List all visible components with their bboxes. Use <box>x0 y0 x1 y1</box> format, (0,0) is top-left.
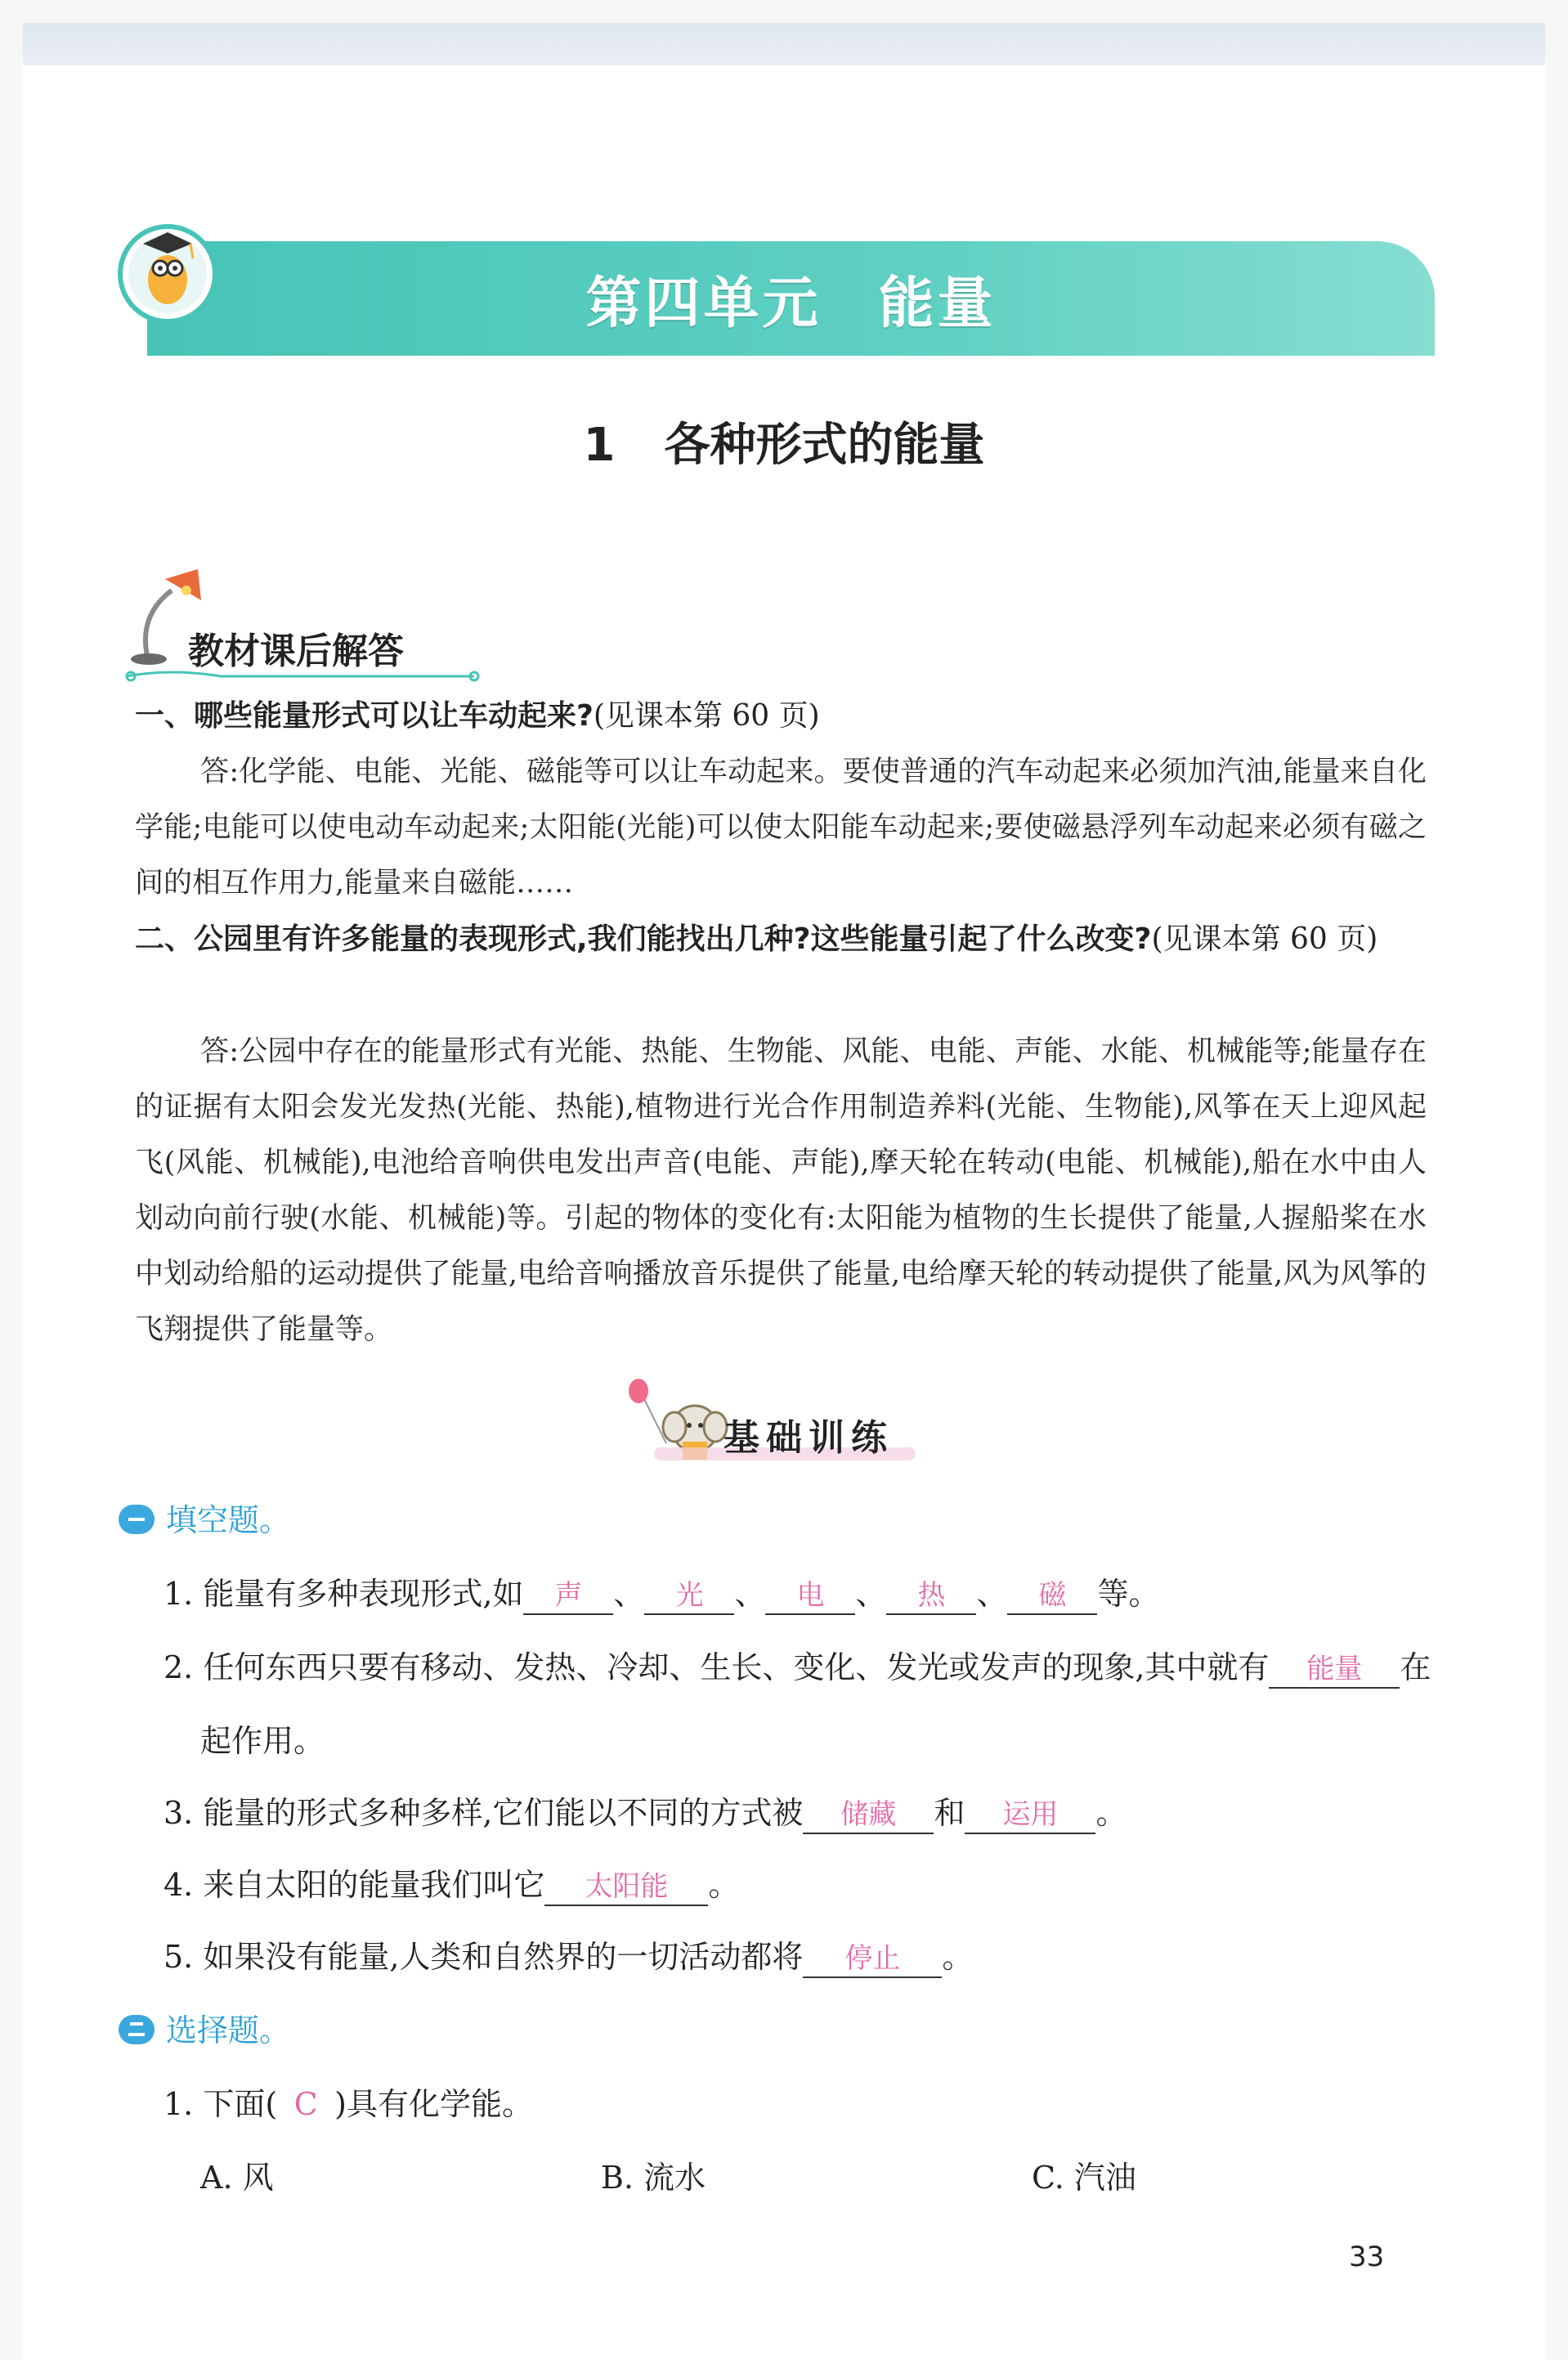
part-badge-two-icon <box>119 2015 155 2044</box>
fill-blank: 声 <box>523 1577 613 1615</box>
answer-1-text: 答:化学能、电能、光能、磁能等可以让车动起来。要使普通的汽车动起来必须加汽油,能量来自化学能;电能可以使电动车动起来;太阳能(光能)可以使太阳能车动起来;要使磁悬浮列车动起来必须有磁之间的相互作用力,能量来自磁能…… <box>135 756 1427 900</box>
lesson-title <box>0 409 1568 474</box>
fill-item-3-mid: 和 <box>934 1795 965 1831</box>
unit-title-part1: 第四单元 <box>585 271 822 336</box>
choice-option-c: C. 汽油 <box>1032 2160 1136 2196</box>
fill-item-2 <box>164 1642 1439 1689</box>
fill-item-3-pre: 3. 能量的形式多种多样,它们能以不同的方式被 <box>164 1795 804 1831</box>
fill-item-2-line2: 起作用。 <box>200 1723 325 1759</box>
unit-title-part2: 能量 <box>878 271 997 336</box>
lesson-number: 1 <box>583 419 616 472</box>
answer-2-text: 答:公园中存在的能量形式有光能、热能、生物能、风能、电能、声能、水能、机械能等;能量存在的证据有太阳会发光发热(光能、热能),植物进行光合作用制造养料(光能、生物能),风筝在天上迎风起飞(风能、机械能),电池给音响供电发出声音(电能、声能),摩天轮在转动(电能、机械能),船在水中由人划动向前行驶(水能、机械能)等。引起的物体的变化有:太阳能为植物的生长提供了能量,人握船桨在水中划动给船的运动提供了能量,电给音响播放音乐提供了能量,电给摩天轮的转动提供了能量,风为风筝的飞翔提供了能量等。 <box>135 1035 1427 1346</box>
fill-item-1-post: 等。 <box>1097 1576 1160 1612</box>
choice-option-a: A. 风 <box>200 2160 274 2196</box>
fill-item-1: 1. 能量有多种表现形式,如 声 、 光 、 电 、 热 、 磁 等。 <box>164 1568 1439 1615</box>
fill-item-5-pre: 5. 如果没有能量,人类和自然界的一切活动都将 <box>164 1939 804 1975</box>
question-2-ref: (见课本第 60 页) <box>1151 922 1378 956</box>
fill-item-1-pre: 1. 能量有多种表现形式,如 <box>164 1576 524 1612</box>
question-2 <box>135 912 1427 967</box>
part-badge-one-icon <box>119 1505 155 1534</box>
owl-mascot-icon <box>106 204 229 327</box>
answer-2 <box>135 1024 1427 1357</box>
fill-blank: 热 <box>886 1577 976 1615</box>
fill-blank: 光 <box>644 1577 734 1615</box>
fill-blank: 电 <box>765 1577 855 1615</box>
section-underline <box>123 666 482 683</box>
page-number: 33 <box>1349 2241 1385 2273</box>
choice-item-1-pre: 1. 下面( <box>164 2086 278 2122</box>
fill-item-3 <box>164 1788 1439 1834</box>
fill-blank: 运用 <box>965 1797 1095 1834</box>
fill-item-4 <box>164 1860 1439 1906</box>
part-header-fill <box>119 1495 290 1540</box>
question-1-ref: (见课本第 60 页) <box>593 699 820 733</box>
question-2-text: 二、公园里有许多能量的表现形式,我们能找出几种?这些能量引起了什么改变? <box>135 922 1152 956</box>
question-1 <box>135 689 1427 744</box>
section-header-basic: 基础训练 <box>724 1417 894 1459</box>
fill-item-3-post: 。 <box>1095 1795 1127 1831</box>
choice-answer: C <box>293 2086 318 2122</box>
fill-blank: 太阳能 <box>544 1869 708 1906</box>
fill-item-2-pre: 2. 任何东西只要有移动、发热、冷却、生长、变化、发光或发声的现象,其中就有 <box>164 1649 1270 1685</box>
part-header-choice-text: 选择题。 <box>166 2012 291 2048</box>
fill-item-5 <box>164 1932 1439 1978</box>
section-header-textbook: 教材课后解答 <box>188 630 404 672</box>
answer-1 <box>135 744 1427 911</box>
fill-blank: 储藏 <box>803 1797 934 1834</box>
fill-blank: 能量 <box>1269 1651 1400 1689</box>
top-band <box>23 23 1545 65</box>
fill-item-5-post: 。 <box>942 1939 974 1975</box>
fill-item-4-post: 。 <box>708 1867 740 1903</box>
choice-item-1-post: )具有化学能。 <box>334 2086 533 2122</box>
fill-item-4-pre: 4. 来自太阳的能量我们叫它 <box>164 1867 545 1903</box>
part-header-choice <box>119 2005 290 2050</box>
unit-banner <box>147 241 1435 356</box>
unit-title <box>147 259 1435 339</box>
choice-option-b: B. 流水 <box>601 2160 706 2196</box>
fill-item-2-post: 在 <box>1400 1649 1431 1685</box>
fill-blank: 停止 <box>803 1940 942 1978</box>
lesson-title-text: 各种形式的能量 <box>664 419 985 472</box>
part-header-fill-text: 填空题。 <box>166 1502 291 1538</box>
choice-item-1 <box>164 2079 1439 2124</box>
fill-blank: 磁 <box>1007 1577 1097 1615</box>
question-1-text: 一、哪些能量形式可以让车动起来? <box>135 699 594 733</box>
